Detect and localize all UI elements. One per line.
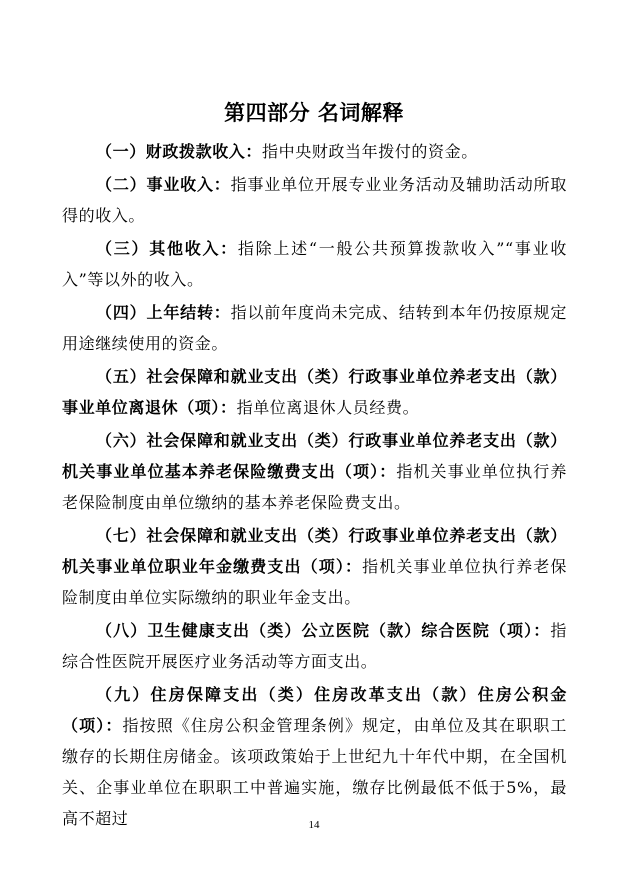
glossary-term: （八）卫生健康支出（类）公立医院（款）综合医院（项）：	[96, 621, 551, 640]
glossary-entry-6	[62, 425, 567, 518]
glossary-definition: 指机关事业单位执行养老保险制度由单位实际缴纳的职业年金支出。	[62, 557, 567, 607]
glossary-term: （四）上年结转：	[96, 303, 231, 322]
glossary-term: （五）社会保障和就业支出（类）行政事业单位养老支出（款）事业单位离退休（项）：	[62, 367, 567, 417]
glossary-term: （九）住房保障支出（类）住房改革支出（款）住房公积金（项）：	[62, 685, 567, 735]
page-number: 14	[308, 819, 320, 831]
glossary-entry-4	[62, 297, 567, 359]
glossary-entry-9	[62, 679, 567, 834]
glossary-entry-8	[62, 615, 567, 677]
glossary-term: （三）其他收入：	[96, 239, 238, 258]
glossary-definition: 指综合性医院开展医疗业务活动等方面支出。	[62, 621, 567, 671]
section-title: 第四部分 名词解释	[224, 101, 404, 125]
glossary-definition: 指以前年度尚未完成、结转到本年仍按原规定用途继续使用的资金。	[62, 303, 567, 353]
glossary-definition: 指中央财政当年拨付的资金。	[262, 142, 478, 161]
glossary-definition: 指单位离退休人员经费。	[236, 398, 420, 417]
glossary-term: （六）社会保障和就业支出（类）行政事业单位养老支出（款）机关事业单位基本养老保险缴费支出（项）：	[62, 431, 567, 481]
glossary-entry-1	[62, 136, 567, 167]
glossary-list	[62, 136, 567, 836]
glossary-term: （二）事业收入：	[96, 175, 231, 194]
glossary-entry-3	[62, 233, 567, 295]
glossary-definition: 指机关事业单位执行养老保险制度由单位缴纳的基本养老保险费支出。	[62, 462, 567, 512]
glossary-term: （一）财政拨款收入：	[96, 142, 263, 161]
glossary-term: （七）社会保障和就业支出（类）行政事业单位养老支出（款）机关事业单位职业年金缴费支出（项）：	[62, 526, 567, 576]
glossary-definition: 指事业单位开展专业业务活动及辅助活动所取得的收入。	[62, 175, 567, 225]
glossary-entry-7	[62, 520, 567, 613]
glossary-entry-5	[62, 361, 567, 423]
glossary-entry-2	[62, 169, 567, 231]
glossary-definition: 指除上述“一般公共预算拨款收入”“事业收入”等以外的收入。	[62, 239, 567, 289]
glossary-definition: 指按照《住房公积金管理条例》规定，由单位及其在职职工缴存的长期住房储金。该项政策始于上世纪九十年代中期，在全国机关、企事业单位在职职工中普遍实施，缴存比例最低不低于5%，最高不超过	[62, 716, 567, 828]
